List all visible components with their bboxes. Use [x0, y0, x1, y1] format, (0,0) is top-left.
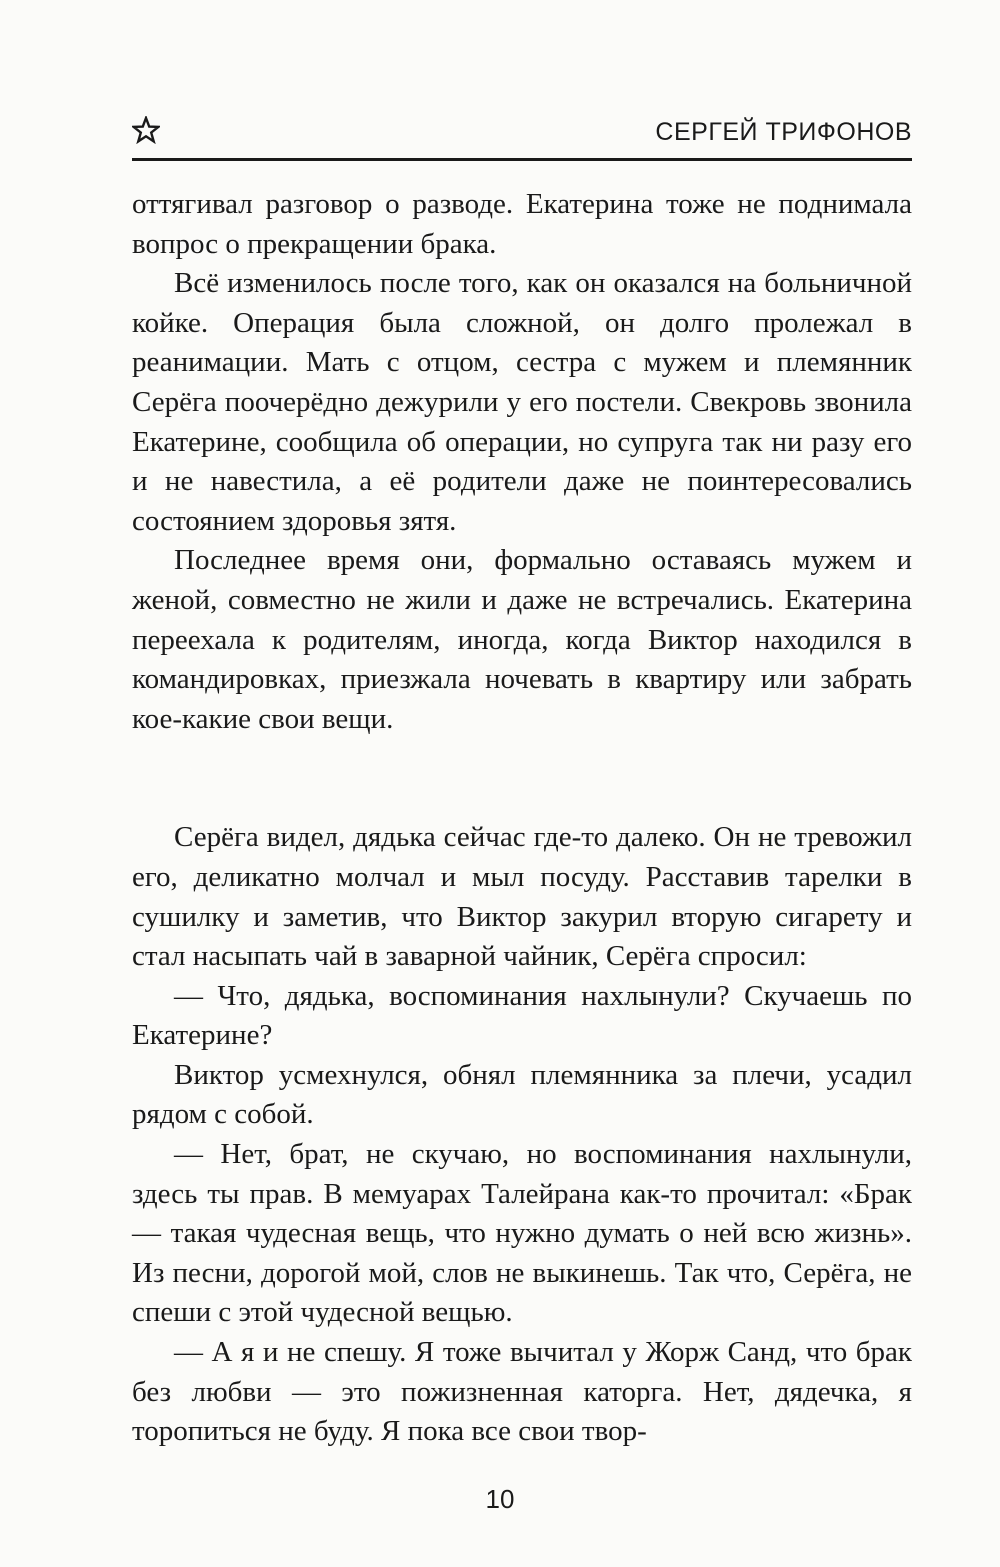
author-name: СЕРГЕЙ ТРИФОНОВ — [655, 118, 912, 146]
section-break — [132, 739, 912, 818]
dialogue-paragraph: — Нет, брат, не скучаю, но воспоминания нахлынули, здесь ты прав. В мемуарах Талейрана как-то прочитал: «Брак — такая чудесная вещь, что нужно думать о ней всю жизнь». Из песни, дорогой мой, слов не выкинешь. Так что, Серёга, не спеши с этой чудесной вещью. — [132, 1138, 912, 1329]
running-header — [132, 112, 912, 161]
dialogue-paragraph: — А я и не спешу. Я тоже вычитал у Жорж Санд, что брак без любви — это пожизненная каторга. Нет, дядечка, я торопиться не буду. Я пока все свои твор- — [132, 1336, 912, 1448]
paragraph: Серёга видел, дядька сейчас где-то далеко. Он не тревожил его, деликатно молчал и мыл посуду. Расставив тарелки в сушилку и заметив, что Виктор закурил вторую сигарету и стал насыпать чай в заварной чайник, Серёга спросил: — [132, 821, 912, 973]
paragraph-continued: оттягивал разговор о разводе. Екатерина тоже не поднимала вопрос о прекращении брака. — [132, 188, 912, 260]
paragraph: Всё изменилось после того, как он оказался на больничной койке. Операция была сложной, он долго пролежал в реанимации. Мать с отцом, сестра с мужем и племянник Серёга поочерёдно дежурили у его постели. Свекровь звонила Екатерине, сообщила об операции, но супруга так ни разу его и не навестила, а её родители даже не поинтересовались состоянием здоровья зятя. — [132, 267, 912, 537]
star-outline-icon — [132, 116, 160, 144]
body-text — [132, 185, 912, 1452]
paragraph: Виктор усмехнулся, обнял племянника за плечи, усадил рядом с собой. — [132, 1058, 912, 1131]
paragraph: Последнее время они, формально оставаясь мужем и женой, совместно не жили и даже не встречались. Екатерина переехала к родителям, иногда, когда Виктор находился в командировках, приезжала ночевать в квартиру или забрать кое-какие свои вещи. — [132, 544, 912, 735]
dialogue-paragraph: — Что, дядька, воспоминания нахлынули? Скучаешь по Екатерине? — [132, 979, 912, 1052]
page-number: 10 — [485, 1484, 515, 1514]
